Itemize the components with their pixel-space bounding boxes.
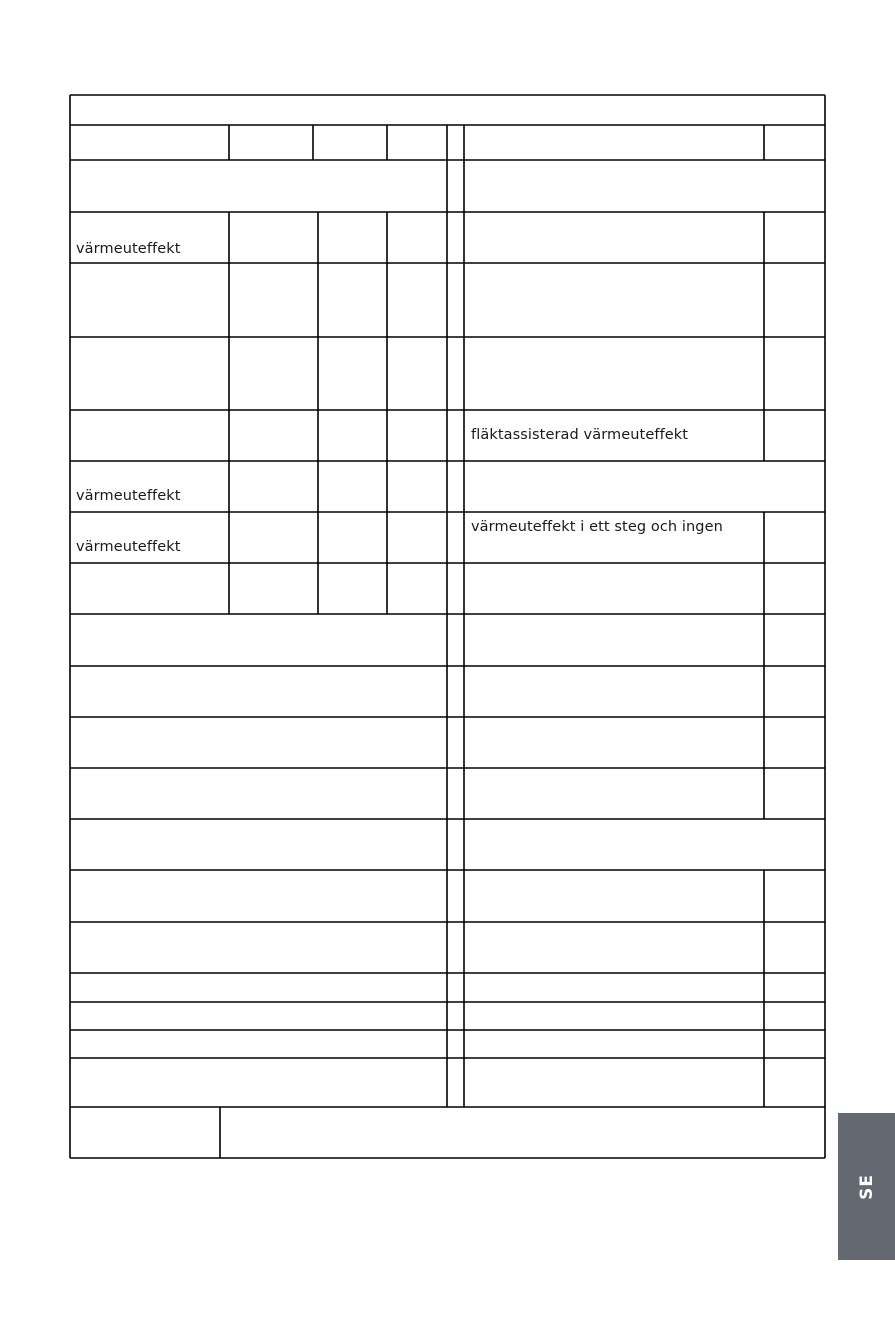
cell-single-stage-label: värmeuteffekt i ett steg och ingen (471, 519, 723, 535)
cell-fan-assisted-label: fläktassisterad värmeuteffekt (471, 427, 689, 443)
language-tab (838, 1113, 895, 1260)
cell-max-heat-output-label: värmeuteffekt (76, 539, 181, 555)
cell-heat-output-label: värmeuteffekt (76, 241, 181, 257)
cell-min-heat-output-label: värmeuteffekt (76, 488, 181, 504)
language-tab-label: SE (856, 1173, 877, 1200)
